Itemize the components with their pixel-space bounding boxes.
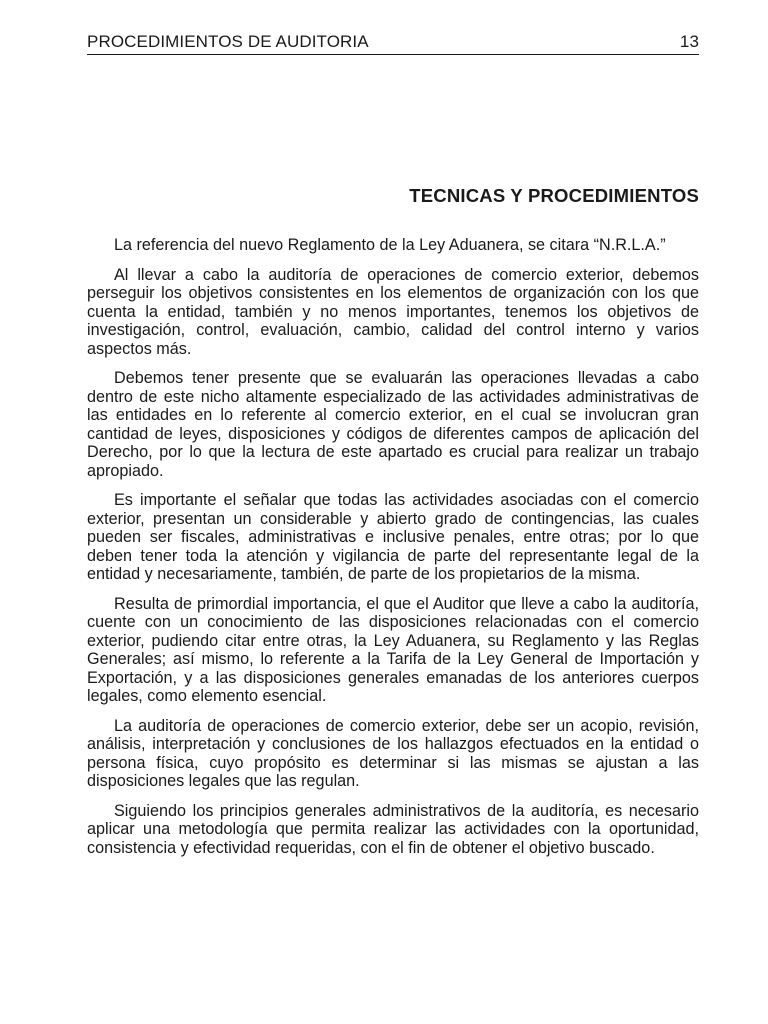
paragraph: Siguiendo los principios generales administrativos de la auditoría, es necesario aplicar una metodología que permita realizar las actividades con la oportunidad, consistencia y efectividad requeridas, con el fin de obtener el objetivo buscado. <box>87 801 699 857</box>
body-text <box>87 236 699 868</box>
paragraph: Es importante el señalar que todas las actividades asociadas con el comercio exterior, presentan un considerable y abierto grado de contingencias, las cuales pueden ser fiscales, administrativas e inclusive penales, entre otras; por lo que deben tener toda la atención y vigilancia de parte del representante legal de la entidad y necesariamente, también, de parte de los propietarios de la misma. <box>87 491 699 583</box>
chapter-title: TECNICAS Y PROCEDIMIENTOS <box>409 185 699 206</box>
paragraph: Al llevar a cabo la auditoría de operaciones de comercio exterior, debemos perseguir los objetivos consistentes en los elementos de organización con los que cuenta la entidad, también y no menos importantes, tenemos los objetivos de investigación, control, evaluación, cambio, calidad del control interno y varios aspectos más. <box>87 265 699 358</box>
paragraph: La auditoría de operaciones de comercio exterior, debe ser un acopio, revisión, análisis, interpretación y conclusiones de los hallazgos efectuados en la entidad o persona física, cuyo propósito es determinar si las mismas se ajustan a las disposiciones legales que las regulan. <box>87 716 699 790</box>
running-header <box>87 30 699 55</box>
paragraph: La referencia del nuevo Reglamento de la Ley Aduanera, se citara “N.R.L.A.” <box>114 236 666 254</box>
paragraph: Debemos tener presente que se evaluarán las operaciones llevadas a cabo dentro de este nicho altamente especializado de las actividades administrativas de las entidades en lo referente al comercio exterior, en el cual se involucran gran cantidad de leyes, disposiciones y códigos de diferentes campos de aplicación del Derecho, por lo que la lectura de este apartado es crucial para realizar un trabajo apropiado. <box>87 369 699 480</box>
paragraph: Resulta de primordial importancia, el que el Auditor que lleve a cabo la auditoría, cuente con un conocimiento de las disposiciones relacionadas con el comercio exterior, pudiendo citar entre otras, la Ley Aduanera, su Reglamento y las Reglas Generales; así mismo, lo referente a la Tarifa de la Ley General de Importación y Exportación, y a las disposiciones generales emanadas de los anteriores cuerpos legales, como elemento esencial. <box>87 594 699 705</box>
page-number: 13 <box>679 32 699 51</box>
running-header-title: PROCEDIMIENTOS DE AUDITORIA <box>87 32 369 51</box>
document-page <box>87 0 699 1024</box>
